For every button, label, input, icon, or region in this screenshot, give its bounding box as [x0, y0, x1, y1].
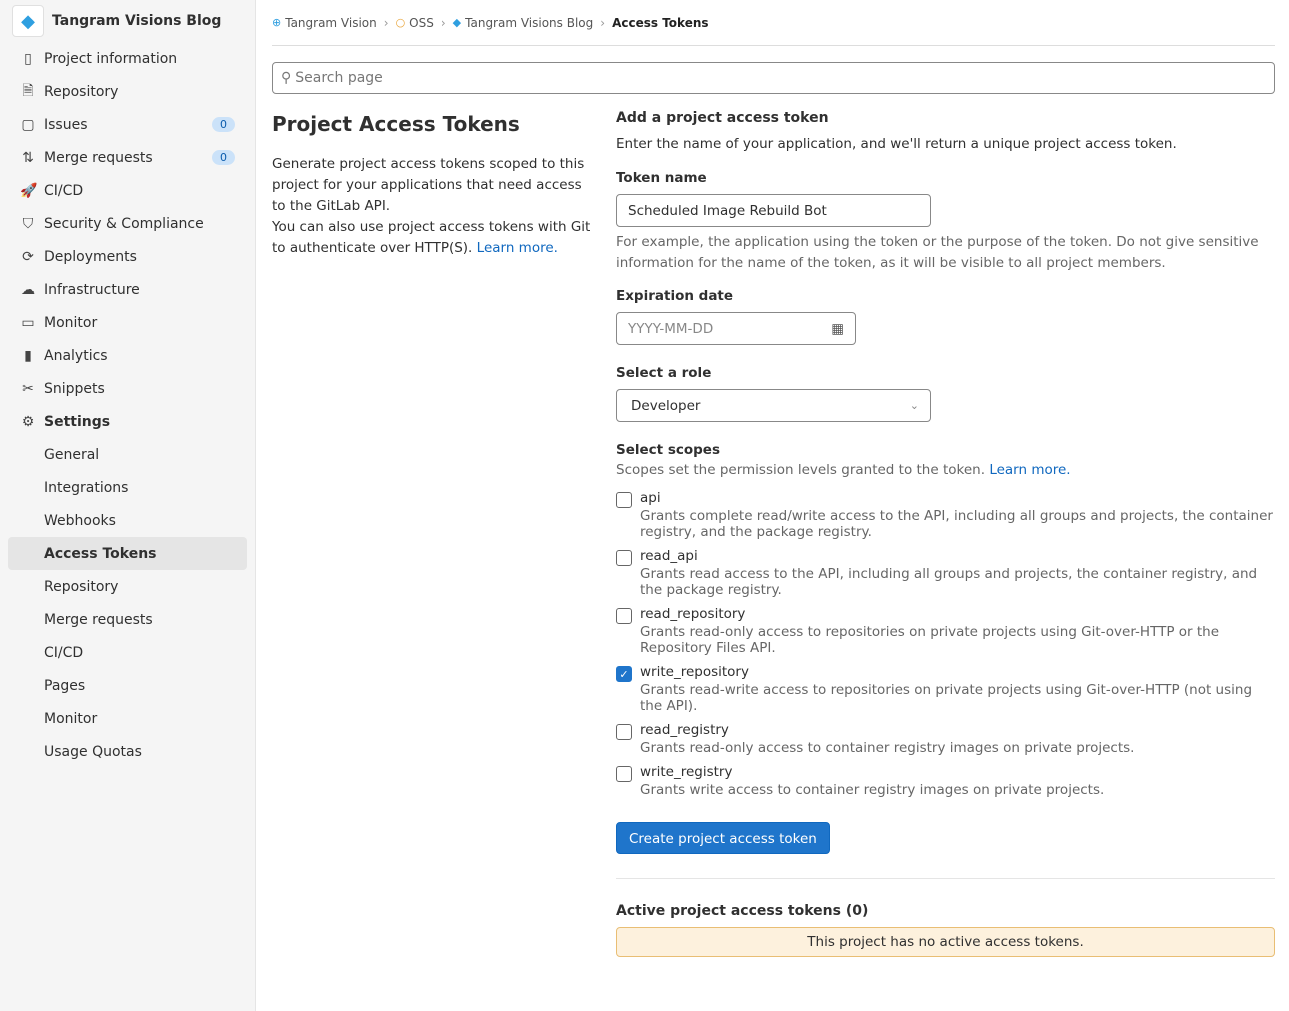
- sidebar-item-label: Issues: [44, 116, 88, 133]
- count-badge: 0: [212, 117, 235, 132]
- chart-icon: ▮: [24, 347, 32, 364]
- sidebar-item-deployments[interactable]: [0, 240, 247, 273]
- scope-read_api: [616, 548, 1275, 598]
- settings-subitem-pages[interactable]: [0, 669, 247, 702]
- sidebar-item-label: Project information: [44, 50, 178, 67]
- sidebar-item-label: General: [44, 446, 100, 463]
- create-token-button[interactable]: Create project access token: [616, 822, 830, 854]
- sidebar-item-analytics[interactable]: [0, 339, 247, 372]
- scopes-learn-more-link[interactable]: Learn more.: [989, 462, 1071, 478]
- sidebar-item-label: Infrastructure: [44, 281, 140, 298]
- scope-api: [616, 490, 1275, 540]
- breadcrumb-current: Access Tokens: [612, 15, 709, 30]
- search-placeholder: Search page: [295, 70, 383, 86]
- count-badge: 0: [212, 150, 235, 165]
- search-icon: ⚲: [281, 70, 292, 86]
- settings-subitem-general[interactable]: [0, 438, 247, 471]
- form-heading: Add a project access token: [616, 110, 829, 126]
- settings-subitem-ci-cd[interactable]: [0, 636, 247, 669]
- sidebar-item-snippets[interactable]: [0, 372, 247, 405]
- sidebar-item-label: Snippets: [44, 380, 105, 397]
- divider: [616, 878, 1275, 879]
- active-tokens-heading: Active project access tokens (0): [616, 903, 869, 919]
- subgroup-avatar-icon: ○: [395, 16, 406, 29]
- sidebar-item-settings[interactable]: [0, 405, 247, 438]
- token-name-input[interactable]: [616, 194, 931, 227]
- scope-name: api: [640, 490, 661, 506]
- scope-write_registry: [616, 764, 1275, 798]
- settings-subitem-usage-quotas[interactable]: [0, 735, 247, 768]
- role-label: Select a role: [616, 365, 712, 381]
- breadcrumb: [272, 0, 1275, 46]
- sidebar-item-label: Deployments: [44, 248, 137, 265]
- project-avatar-icon: ◆: [452, 16, 462, 29]
- sidebar-item-label: CI/CD: [44, 644, 84, 661]
- project-logo-icon: ◆: [12, 5, 44, 37]
- sidebar-item-project-information[interactable]: [0, 42, 247, 75]
- scope-description: Grants complete read/write access to the API, including all groups and projects, the container registry, and the package registry.: [640, 508, 1273, 540]
- token-name-value: Scheduled Image Rebuild Bot: [628, 202, 827, 219]
- chevron-right-icon: ›: [383, 15, 389, 30]
- settings-subitem-merge-requests[interactable]: [0, 603, 247, 636]
- scopes-list: [616, 490, 1275, 798]
- settings-subitem-webhooks[interactable]: [0, 504, 247, 537]
- scope-checkbox[interactable]: [616, 550, 632, 566]
- sidebar-item-label: Repository: [44, 83, 119, 100]
- scope-checkbox[interactable]: [616, 608, 632, 624]
- expiration-placeholder: YYYY-MM-DD: [628, 320, 714, 337]
- scope-name: read_api: [640, 548, 698, 564]
- breadcrumb-link[interactable]: OSS: [409, 15, 434, 30]
- sidebar-item-monitor[interactable]: [0, 306, 247, 339]
- scope-name: write_repository: [640, 664, 749, 680]
- scope-description: Grants write access to container registry images on private projects.: [640, 782, 1105, 798]
- cloud-icon: ☁: [21, 281, 35, 298]
- shield-icon: ⛉: [22, 215, 34, 232]
- intro-section: [272, 112, 592, 259]
- gear-icon: ⚙: [21, 413, 35, 430]
- token-name-label: Token name: [616, 170, 707, 186]
- sidebar-item-label: Integrations: [44, 479, 129, 496]
- role-select[interactable]: [616, 389, 931, 422]
- sidebar-nav: [0, 42, 255, 768]
- sidebar-item-label: Merge requests: [44, 611, 153, 628]
- search-input[interactable]: [272, 62, 1275, 94]
- group-avatar-icon: ⊕: [272, 16, 282, 29]
- sidebar-item-merge-requests[interactable]: [0, 141, 247, 174]
- monitor-icon: ▭: [21, 314, 35, 331]
- scope-description: Grants read-write access to repositories on private projects using Git-over-HTTP (not using the API).: [640, 682, 1253, 714]
- document-icon: 🗎: [22, 82, 34, 99]
- sidebar-item-label: Repository: [44, 578, 119, 595]
- scopes-help: Scopes set the permission levels granted to the token.: [616, 462, 986, 478]
- settings-subitem-monitor[interactable]: [0, 702, 247, 735]
- scope-name: read_repository: [640, 606, 746, 622]
- scope-description: Grants read-only access to repositories on private projects using Git-over-HTTP or the Repository Files API.: [640, 624, 1220, 656]
- scope-read_repository: [616, 606, 1275, 656]
- expiration-label: Expiration date: [616, 288, 734, 304]
- sidebar-item-label: Access Tokens: [44, 545, 157, 562]
- scope-read_registry: [616, 722, 1275, 756]
- learn-more-link[interactable]: Learn more.: [476, 240, 558, 256]
- scope-description: Grants read access to the API, including all groups and projects, the container registry, and the package registry.: [640, 566, 1258, 598]
- sidebar-item-infrastructure[interactable]: [0, 273, 247, 306]
- sidebar-item-label: Webhooks: [44, 512, 116, 529]
- scope-checkbox[interactable]: [616, 766, 632, 782]
- role-value: Developer: [631, 397, 701, 414]
- sidebar-item-security-compliance[interactable]: [0, 207, 247, 240]
- chevron-down-icon: ⌄: [909, 399, 919, 412]
- project-header[interactable]: [0, 0, 255, 42]
- issues-icon: ▢: [21, 116, 35, 133]
- main-content: [272, 0, 1275, 950]
- settings-subitem-repository[interactable]: [0, 570, 247, 603]
- scope-checkbox[interactable]: [616, 492, 632, 508]
- sidebar-item-repository[interactable]: [0, 75, 247, 108]
- expiration-date-input[interactable]: [616, 312, 856, 345]
- calendar-icon[interactable]: ▦: [831, 320, 844, 337]
- sidebar-item-label: Security & Compliance: [44, 215, 204, 232]
- breadcrumb-link[interactable]: Tangram Visions Blog: [465, 15, 594, 30]
- scopes-label: Select scopes: [616, 442, 720, 458]
- empty-tokens-message: This project has no active access tokens.: [807, 934, 1084, 950]
- scope-checkbox[interactable]: [616, 724, 632, 740]
- chevron-right-icon: ›: [440, 15, 446, 30]
- empty-tokens-alert: [616, 927, 1275, 957]
- sidebar-item-label: Pages: [44, 677, 86, 694]
- scope-write_repository: [616, 664, 1275, 714]
- project-name: Tangram Visions Blog: [52, 13, 222, 29]
- add-token-form: [616, 110, 1275, 957]
- sidebar-item-label: Monitor: [44, 314, 98, 331]
- breadcrumb-link[interactable]: Tangram Vision: [285, 15, 377, 30]
- form-description: Enter the name of your application, and we'll return a unique project access token.: [616, 136, 1177, 152]
- token-name-help: For example, the application using the token or the purpose of the token. Do not give sensitive information for the name of the token, as it will be visible to all project members.: [616, 234, 1259, 271]
- sidebar-item-ci-cd[interactable]: [0, 174, 247, 207]
- settings-subitem-access-tokens[interactable]: [8, 537, 247, 570]
- deployments-icon: ⟳: [22, 248, 34, 265]
- scope-name: read_registry: [640, 722, 729, 738]
- sidebar-item-label: Settings: [44, 413, 111, 430]
- project-icon: ▯: [24, 50, 32, 67]
- sidebar-item-issues[interactable]: [0, 108, 247, 141]
- sidebar: [0, 0, 256, 1011]
- page-title: Project Access Tokens: [272, 112, 520, 136]
- scope-description: Grants read-only access to container registry images on private projects.: [640, 740, 1135, 756]
- merge-request-icon: ⇅: [22, 149, 34, 166]
- scope-name: write_registry: [640, 764, 733, 780]
- sidebar-item-label: CI/CD: [44, 182, 84, 199]
- scope-checkbox[interactable]: ✓: [616, 666, 632, 682]
- scissors-icon: ✂: [22, 380, 34, 397]
- intro-text-git: You can also use project access tokens with Git to authenticate over HTTP(S).: [272, 219, 591, 256]
- sidebar-item-label: Merge requests: [44, 149, 153, 166]
- sidebar-item-label: Monitor: [44, 710, 98, 727]
- settings-subitem-integrations[interactable]: [0, 471, 247, 504]
- intro-text: Generate project access tokens scoped to this project for your applications that need access to the GitLab API.: [272, 156, 585, 214]
- sidebar-item-label: Analytics: [44, 347, 108, 364]
- chevron-right-icon: ›: [600, 15, 606, 30]
- rocket-icon: 🚀: [20, 182, 38, 199]
- sidebar-item-label: Usage Quotas: [44, 743, 142, 760]
